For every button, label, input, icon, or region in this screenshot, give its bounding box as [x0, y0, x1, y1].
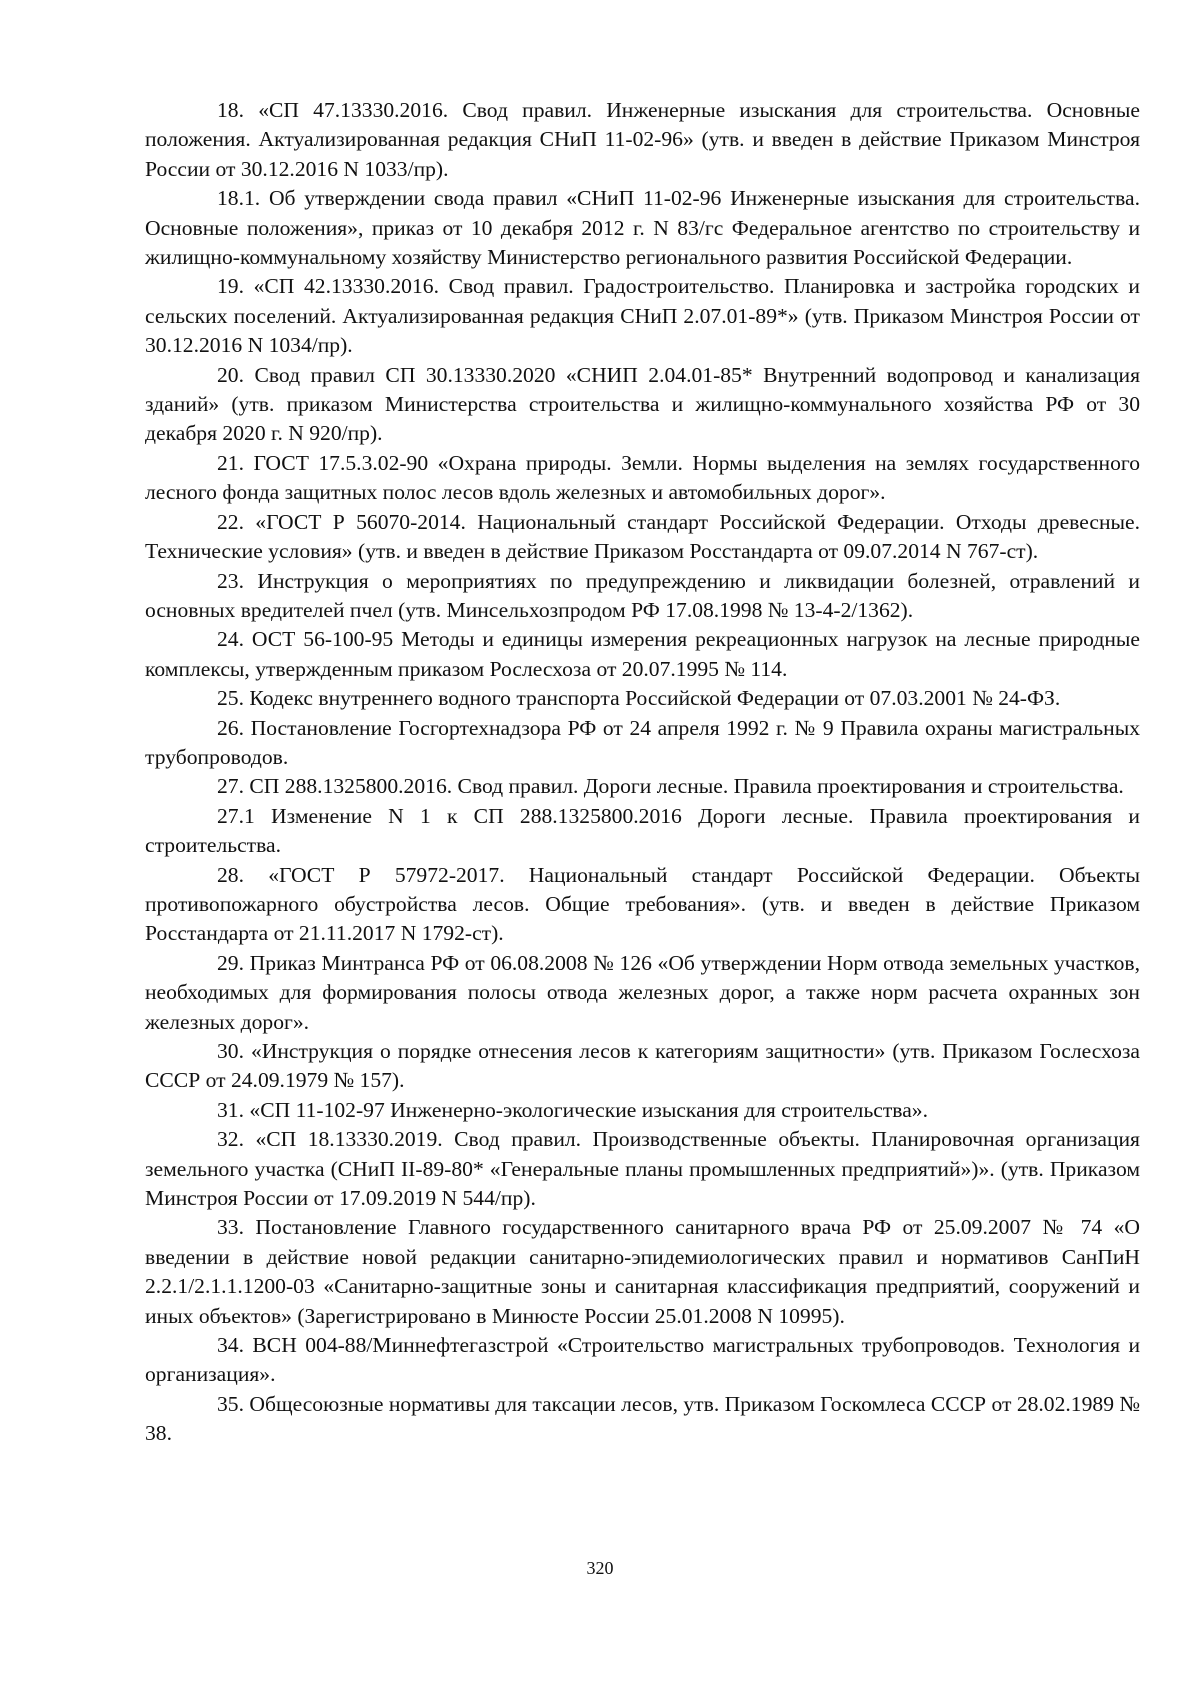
- reference-list: [145, 96, 1140, 1449]
- list-item: 18. «СП 47.13330.2016. Свод правил. Инженерные изыскания для строительства. Основные положения. Актуализированная редакция СНиП 11-02-96» (утв. и введен в действие Приказом Минстроя России от 30.12.2016 N 1033/пр).: [145, 98, 1140, 181]
- list-item: 25. Кодекс внутреннего водного транспорта Российской Федерации от 07.03.2001 № 24-ФЗ.: [217, 686, 1061, 711]
- list-item: 30. «Инструкция о порядке отнесения лесов к категориям защитности» (утв. Приказом Гослесхоза СССР от 24.09.1979 № 157).: [145, 1039, 1140, 1093]
- list-item: 31. «СП 11-102-97 Инженерно-экологические изыскания для строительства».: [217, 1097, 929, 1122]
- list-item: 27. СП 288.1325800.2016. Свод правил. Дороги лесные. Правила проектирования и строительства.: [217, 774, 1124, 799]
- list-item: 18.1. Об утверждении свода правил «СНиП 11-02-96 Инженерные изыскания для строительства. Основные положения», приказ от 10 декабря 2012 г. N 83/гс Федеральное агентство по строительству и жилищно-коммунальному хозяйству Министерство регионального развития Российской Федерации.: [145, 186, 1140, 270]
- list-item: 23. Инструкция о мероприятиях по предупреждению и ликвидации болезней, отравлений и основных вредителей пчел (утв. Минсельхозпродом РФ 17.08.1998 № 13-4-2/1362).: [145, 568, 1140, 622]
- list-item: 28. «ГОСТ Р 57972-2017. Национальный стандарт Российской Федерации. Объекты противопожарного обустройства лесов. Общие требования». (утв. и введен в действие Приказом Росстандарта от 21.11.2017 N 1792-ст).: [145, 862, 1140, 946]
- page-number: 320: [586, 1558, 614, 1578]
- list-item: 20. Свод правил СП 30.13330.2020 «СНИП 2.04.01-85* Внутренний водопровод и канализация зданий» (утв. приказом Министерства строительства и жилищно-коммунального хозяйства РФ от 30 декабря 2020 г. N 920/пр).: [145, 362, 1140, 446]
- list-item: 27.1 Изменение N 1 к СП 288.1325800.2016 Дороги лесные. Правила проектирования и строительства.: [145, 803, 1140, 858]
- list-item: 21. ГОСТ 17.5.3.02-90 «Охрана природы. Земли. Нормы выделения на землях государственного лесного фонда защитных полос лесов вдоль железных и автомобильных дорог».: [145, 450, 1140, 505]
- list-item: 26. Постановление Госгортехнадзора РФ от 24 апреля 1992 г. № 9 Правила охраны магистральных трубопроводов.: [145, 715, 1140, 769]
- list-item: 32. «СП 18.13330.2019. Свод правил. Производственные объекты. Планировочная организация земельного участка (СНиП II-89-80* «Генеральные планы промышленных предприятий»)». (утв. Приказом Минстроя России от 17.09.2019 N 544/пр).: [145, 1127, 1140, 1211]
- list-item: 33. Постановление Главного государственного санитарного врача РФ от 25.09.2007 № 74 «О введении в действие новой редакции санитарно-эпидемиологических правил и нормативов СанПиН 2.2.1/2.1.1.1200-03 «Санитарно-защитные зоны и санитарная классификация предприятий, сооружений и иных объектов» (Зарегистрировано в Минюсте России 25.01.2008 N 10995).: [145, 1215, 1140, 1328]
- list-item: 19. «СП 42.13330.2016. Свод правил. Градостроительство. Планировка и застройка городских и сельских поселений. Актуализированная редакция СНиП 2.07.01-89*» (утв. Приказом Минстроя России от 30.12.2016 N 1034/пр).: [145, 274, 1140, 358]
- list-item: 35. Общесоюзные нормативы для таксации лесов, утв. Приказом Госкомлеса СССР от 28.02.1989 № 38.: [145, 1391, 1140, 1446]
- list-item: 24. ОСТ 56-100-95 Методы и единицы измерения рекреационных нагрузок на лесные природные комплексы, утвержденным приказом Рослесхоза от 20.07.1995 № 114.: [145, 627, 1140, 681]
- list-item: 34. ВСН 004-88/Миннефтегазстрой «Строительство магистральных трубопроводов. Технология и организация».: [145, 1333, 1140, 1387]
- list-item: 29. Приказ Минтранса РФ от 06.08.2008 № 126 «Об утверждении Норм отвода земельных участков, необходимых для формирования полосы отвода железных дорог, а также норм расчета охранных зон железных дорог».: [145, 950, 1140, 1034]
- list-item: 22. «ГОСТ Р 56070-2014. Национальный стандарт Российской Федерации. Отходы древесные. Технические условия» (утв. и введен в действие Приказом Росстандарта от 09.07.2014 N 767-ст).: [145, 509, 1140, 564]
